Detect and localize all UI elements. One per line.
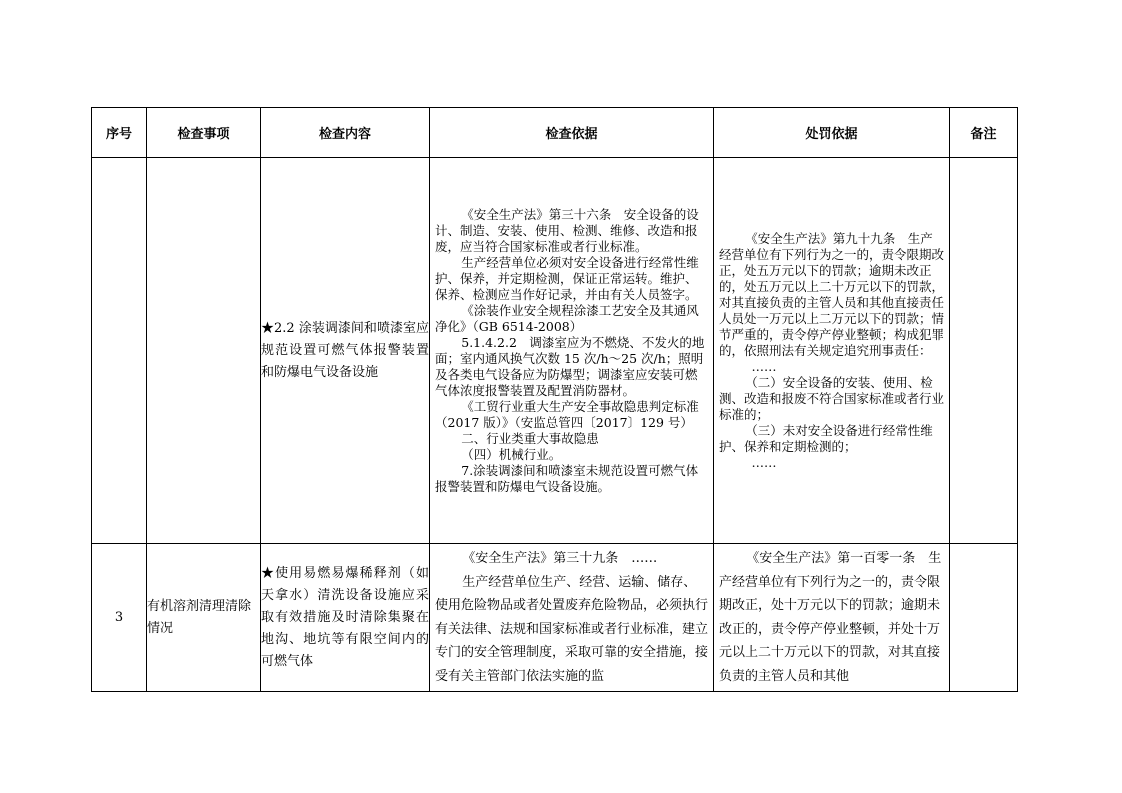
basis-paragraph: 《安全生产法》第三十九条 …… — [462, 551, 658, 566]
row-content: ★使用易燃易爆稀释剂（如天拿水）清洗设备设施应采取有效措施及时清除集聚在地沟、地坑等有限空间内的可燃气体 — [261, 544, 430, 692]
row-content: ★2.2 涂装调漆间和喷漆室应规范设置可燃气体报警装置和防爆电气设备设施 — [261, 158, 430, 544]
header-row — [92, 108, 1018, 158]
row-item: 有机溶剂清理清除情况 — [147, 544, 261, 692]
header-item: 检查事项 — [147, 108, 261, 158]
basis-paragraph: 5.1.4.2.2 调漆室应为不燃烧、不发火的地面；室内通风换气次数 15 次/h～25 次/h；照明及各类电气设备应为防爆型；调漆室应安装可燃气体浓度报警装置及配置消防器材。 — [435, 334, 705, 398]
basis-paragraph: 《安全生产法》第三十六条 安全设备的设计、制造、安装、使用、检测、维修、改造和报废，应当符合国家标准或者行业标准。 — [435, 206, 699, 254]
row-number — [92, 158, 147, 544]
basis-paragraph: 《涂装作业安全规程涂漆工艺安全及其通风净化》（GB 6514-2008） — [435, 302, 699, 334]
header-basis: 检查依据 — [430, 108, 714, 158]
header-content: 检查内容 — [261, 108, 430, 158]
header-number: 序号 — [92, 108, 147, 158]
table-row — [92, 544, 1018, 692]
penalty-ellipsis: …… — [751, 454, 777, 470]
row-remark — [950, 544, 1018, 692]
basis-paragraph: 二、行业类重大事故隐患 — [461, 430, 599, 446]
basis-paragraph: 7.涂装调漆间和喷漆室未规范设置可燃气体报警装置和防爆电气设备设施。 — [435, 462, 699, 494]
row-number: 3 — [92, 544, 147, 692]
penalty-paragraph: 《安全生产法》第九十九条 生产经营单位有下列行为之一的，责令限期改正，处五万元以下的罚款；逾期未改正的，处五万元以上二十万元以下的罚款，对其直接负责的主管人员和其他直接责任人员处一万元以上二万元以下的罚款；情节严重的，责令停产停业整顿；构成犯罪的，依照刑法有关规定追究刑事责任： — [719, 230, 945, 358]
basis-paragraph: 生产经营单位必须对安全设备进行经常性维护、保养，并定期检测，保证正常运转。维护、保养、检测应当作好记录，并由有关人员签字。 — [435, 254, 699, 302]
penalty-paragraph: （三）未对安全设备进行经常性维护、保养和定期检测的； — [719, 422, 933, 454]
row-basis — [430, 544, 714, 692]
header-penalty: 处罚依据 — [714, 108, 950, 158]
row-penalty — [714, 544, 950, 692]
basis-paragraph: 生产经营单位生产、经营、运输、储存、使用危险物品或者处置废弃危险物品，必须执行有关法律、法规和国家标准或者行业标准，建立专门的安全管理制度，采取可靠的安全措施，接受有关主管部门依法实施的监 — [435, 574, 709, 684]
inspection-table — [91, 107, 1018, 692]
row-basis — [430, 158, 714, 544]
row-item — [147, 158, 261, 544]
penalty-ellipsis: …… — [751, 358, 777, 374]
header-remark: 备注 — [950, 108, 1018, 158]
penalty-paragraph: （二）安全设备的安装、使用、检测、改造和报废不符合国家标准或者行业标准的； — [719, 374, 945, 422]
penalty-paragraph: 《安全生产法》第一百零一条 生产经营单位有下列行为之一的，责令限期改正，处十万元以下的罚款；逾期未改正的，责令停产停业整顿，并处十万元以上二十万元以下的罚款，对其直接负责的主管人员和其他 — [719, 551, 942, 684]
basis-paragraph: （四）机械行业。 — [461, 446, 562, 462]
row-remark — [950, 158, 1018, 544]
table-row — [92, 158, 1018, 544]
basis-paragraph: 《工贸行业重大生产安全事故隐患判定标准（2017 版）》（安监总管四〔2017〕129 号） — [435, 398, 699, 430]
row-penalty — [714, 158, 950, 544]
